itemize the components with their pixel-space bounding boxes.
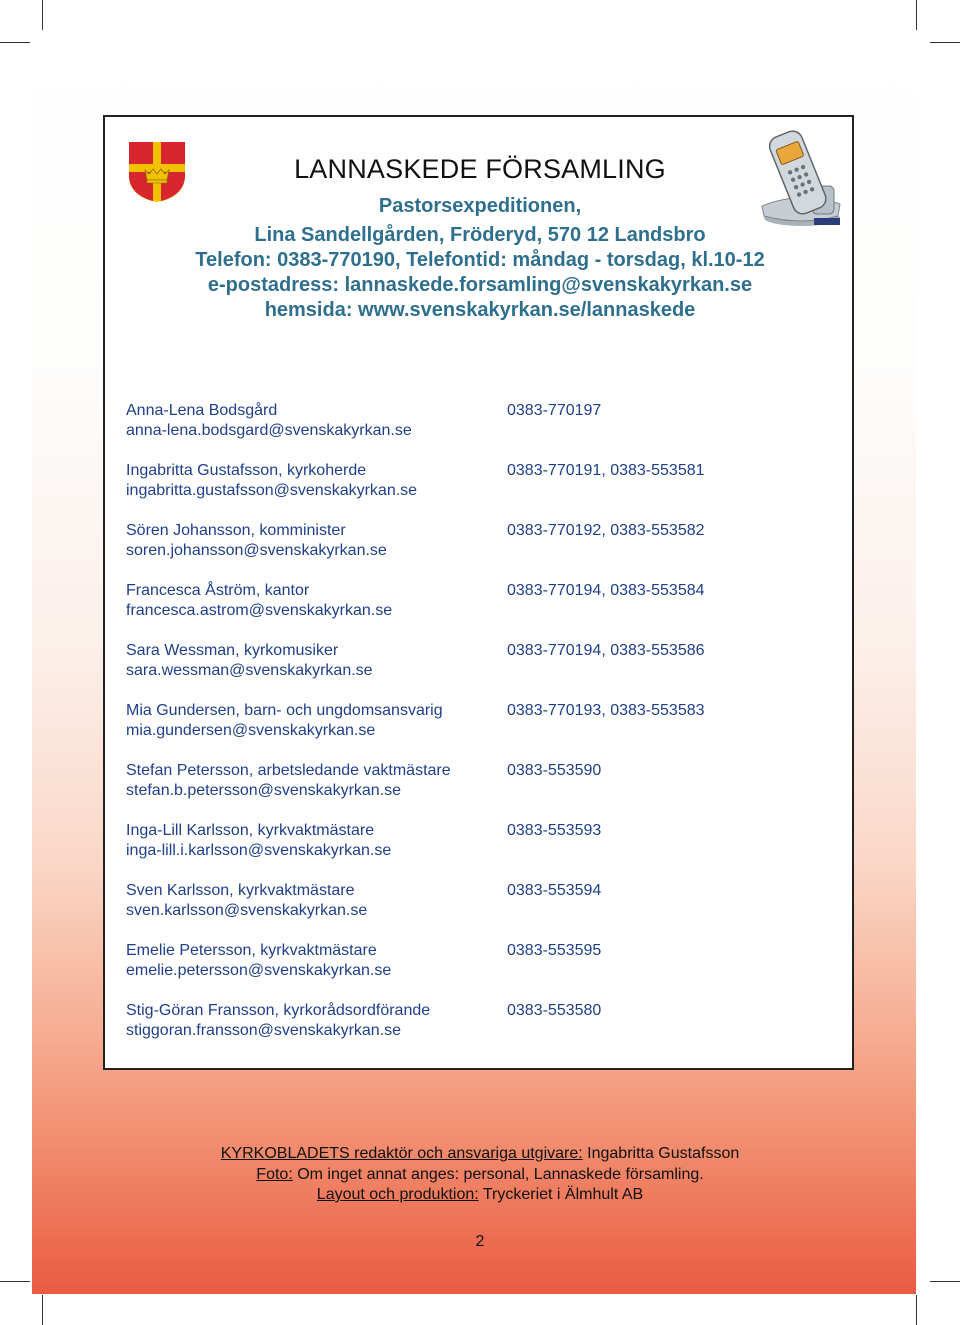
staff-name: Sören Johansson, komminister	[126, 522, 346, 539]
staff-name: Mia Gundersen, barn- och ungdomsansvarig	[126, 702, 443, 719]
staff-email: francesca.astrom@svenskakyrkan.se	[126, 602, 393, 619]
staff-entry	[126, 940, 826, 1000]
staff-email: mia.gundersen@svenskakyrkan.se	[126, 722, 376, 739]
staff-name: Stefan Petersson, arbetsledande vaktmästare	[126, 762, 451, 779]
crop-mark	[0, 42, 30, 43]
credit-value: Tryckeriet i Älmhult AB	[478, 1186, 644, 1203]
credit-label: Foto:	[256, 1166, 293, 1183]
staff-entry	[126, 880, 826, 940]
credit-value: Ingabritta Gustafsson	[582, 1145, 740, 1162]
staff-name: Anna-Lena Bodsgård	[126, 402, 278, 419]
credit-value: Om inget annat anges: personal, Lannaskede församling.	[292, 1166, 704, 1183]
office-website: hemsida: www.svenskakyrkan.se/lannaskede	[264, 299, 696, 321]
credit-photo	[0, 1166, 960, 1184]
staff-entry	[126, 640, 826, 700]
staff-entry	[126, 460, 826, 520]
staff-phone: 0383-770197	[507, 402, 602, 419]
staff-phone: 0383-553580	[507, 1002, 602, 1019]
credit-layout	[0, 1186, 960, 1204]
staff-phone: 0383-770194, 0383-553586	[507, 642, 705, 659]
crop-mark	[0, 1281, 30, 1282]
staff-entry	[126, 820, 826, 880]
staff-phone: 0383-553595	[507, 942, 602, 959]
parish-title: LANNASKEDE FÖRSAMLING	[294, 154, 666, 184]
staff-email: sara.wessman@svenskakyrkan.se	[126, 662, 373, 679]
staff-entry	[126, 580, 826, 640]
staff-email: inga-lill.i.karlsson@svenskakyrkan.se	[126, 842, 392, 859]
staff-phone: 0383-770191, 0383-553581	[507, 462, 705, 479]
staff-phone: 0383-770192, 0383-553582	[507, 522, 705, 539]
staff-email: sven.karlsson@svenskakyrkan.se	[126, 902, 368, 919]
staff-name: Sven Karlsson, kyrkvaktmästare	[126, 882, 355, 899]
staff-name: Francesca Åström, kantor	[126, 582, 310, 599]
crop-mark	[916, 1295, 917, 1325]
staff-name: Inga-Lill Karlsson, kyrkvaktmästare	[126, 822, 375, 839]
staff-name: Ingabritta Gustafsson, kyrkoherde	[126, 462, 367, 479]
staff-email: soren.johansson@svenskakyrkan.se	[126, 542, 387, 559]
office-email: e-postadress: lannaskede.forsamling@svenskakyrkan.se	[207, 274, 753, 296]
office-address: Lina Sandellgården, Fröderyd, 570 12 Landsbro	[254, 224, 706, 246]
crop-mark	[916, 0, 917, 30]
staff-email: emelie.petersson@svenskakyrkan.se	[126, 962, 392, 979]
staff-phone: 0383-770193, 0383-553583	[507, 702, 705, 719]
staff-entry	[126, 520, 826, 580]
credit-label: Layout och produktion:	[316, 1186, 479, 1203]
staff-phone: 0383-770194, 0383-553584	[507, 582, 705, 599]
office-heading: Pastorsexpeditionen,	[378, 195, 582, 217]
staff-phone: 0383-553594	[507, 882, 602, 899]
crop-mark	[930, 1281, 960, 1282]
staff-entry	[126, 760, 826, 820]
staff-email: stiggoran.fransson@svenskakyrkan.se	[126, 1022, 402, 1039]
credit-editor	[0, 1145, 960, 1163]
page-number: 2	[475, 1233, 485, 1250]
staff-phone: 0383-553590	[507, 762, 602, 779]
staff-entry	[126, 700, 826, 760]
staff-email: ingabritta.gustafsson@svenskakyrkan.se	[126, 482, 418, 499]
crop-mark	[42, 1295, 43, 1325]
staff-email: stefan.b.petersson@svenskakyrkan.se	[126, 782, 402, 799]
staff-list	[126, 400, 826, 1060]
staff-phone: 0383-553593	[507, 822, 602, 839]
staff-entry	[126, 1000, 826, 1060]
staff-name: Sara Wessman, kyrkomusiker	[126, 642, 339, 659]
staff-name: Stig-Göran Fransson, kyrkorådsordförande	[126, 1002, 431, 1019]
staff-name: Emelie Petersson, kyrkvaktmästare	[126, 942, 377, 959]
crop-mark	[42, 0, 43, 30]
staff-email: anna-lena.bodsgard@svenskakyrkan.se	[126, 422, 412, 439]
credit-label: KYRKOBLADETS redaktör och ansvariga utgivare:	[220, 1145, 583, 1162]
staff-entry	[126, 400, 826, 460]
office-phone-hours: Telefon: 0383-770190, Telefontid: måndag - torsdag, kl.10-12	[195, 249, 765, 271]
crop-mark	[930, 42, 960, 43]
